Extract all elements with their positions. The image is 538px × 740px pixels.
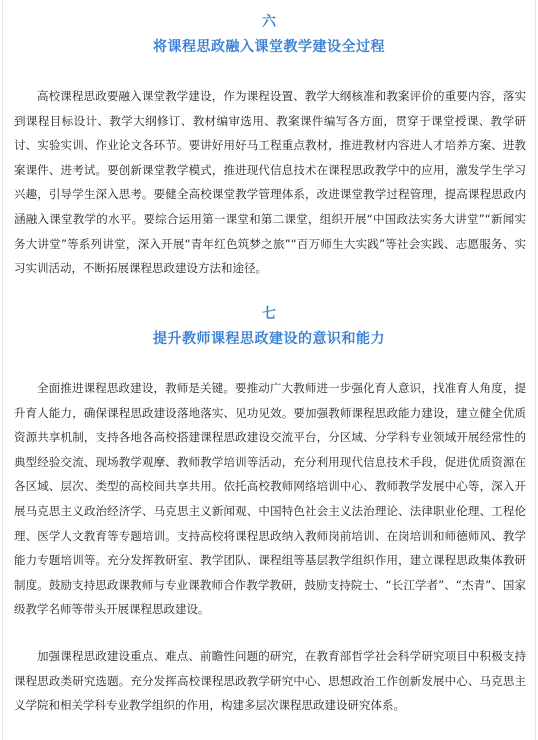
section-6-numeral: 六 bbox=[262, 14, 276, 30]
right-border-line bbox=[535, 0, 536, 740]
left-border-line bbox=[2, 0, 3, 740]
section-7-paragraph-2: 加强课程思政建设重点、难点、前瞻性问题的研究，在教育部哲学社会科学研究项目中积极支持课程思政类研究选题。充分发挥高校课程思政教学研究中心、思想政治工作创新发展中心、马克思主义学院和相关学科专业教学组织的作用，构建多层次课程思政建设研究体系。 bbox=[14, 649, 526, 713]
section-7-numeral: 七 bbox=[262, 306, 276, 322]
section-7-paragraph-1: 全面推进课程思政建设，教师是关键。要推动广大教师进一步强化育人意识，找准育人角度，提升育人能力，确保课程思政建设落地落实、见功见效。要加强教师课程思政能力建设，建立健全优质资源共享机制，支持各地各高校搭建课程思政建设交流平台，分区域、分学科专业领域开展经常性的典型经验交流、现场教学观摩、教师教学培训等活动，充分利用现代信息技术手段，促进优质资源在各区域、层次、类型的高校间共享共用。依托高校教师网络培训中心、教师教学发展中心等，深入开展马克思主义政治经济学、马克思主义新闻观、中国特色社会主义法治理论、法律职业伦理、工程伦理、医学人文教育等专题培训。支持高校将课程思政纳入教师岗前培训、在岗培训和师德师风、教学能力专题培训等。充分发挥教研室、教学团队、课程组等基层教学组织作用，建立课程思政集体教研制度。鼓励支持思政课教师与专业课教师合作教学教研，鼓励支持院士、“长江学者”、“杰青”、国家级教学名师等带头开展课程思政建设。 bbox=[14, 381, 526, 617]
section-6-header bbox=[0, 14, 538, 56]
section-7-header bbox=[0, 306, 538, 348]
section-6-heading: 将课程思政融入课堂教学建设全过程 bbox=[153, 39, 385, 55]
section-7-heading: 提升教师课程思政建设的意识和能力 bbox=[153, 331, 385, 347]
section-6-paragraph: 高校课程思政要融入课堂教学建设，作为课程设置、教学大纲核准和教案评价的重要内容，落实到课程目标设计、教学大纲修订、教材编审选用、教案课件编写各方面，贯穿于课堂授课、教学研讨、实验实训、作业论文各环节。要讲好用好马工程重点教材，推进教材内容进人才培养方案、进教案课件、进考试。要创新课堂教学模式，推进现代信息技术在课程思政教学中的应用，激发学生学习兴趣，引导学生深入思考。要健全高校课堂教学管理体系，改进课堂教学过程管理，提高课程思政内涵融入课堂教学的水平。要综合运用第一课堂和第二课堂，组织开展“中国政法实务大讲堂”“新闻实务大讲堂”等系列讲堂，深入开展“青年红色筑梦之旅”“百万师生大实践”等社会实践、志愿服务、实习实训活动，不断拓展课程思政建设方法和途径。 bbox=[14, 89, 526, 276]
